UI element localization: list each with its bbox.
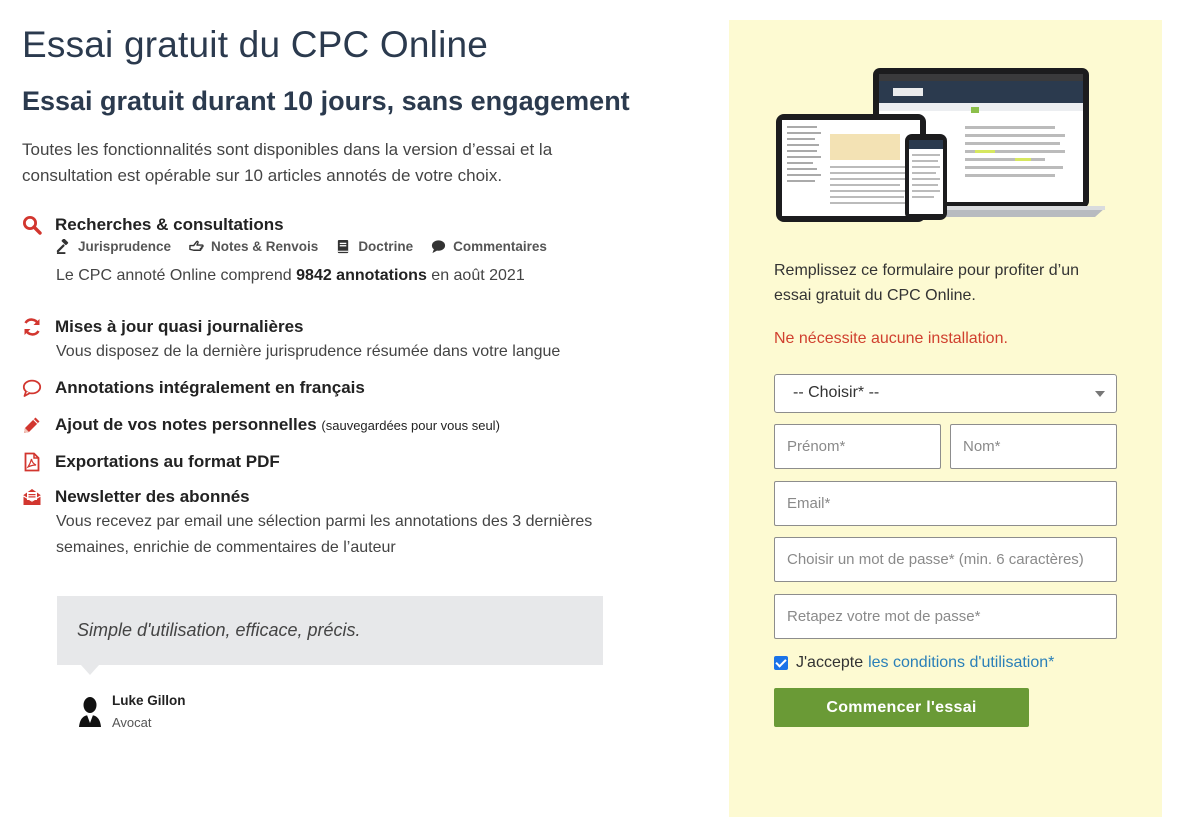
page-title: Essai gratuit du CPC Online [22,24,489,65]
speech-bubble-icon [22,378,44,400]
tag-commentaires [431,239,547,254]
newsletter-icon [22,487,44,509]
feature-title-text: Ajout de vos notes personnelles [55,415,317,434]
feature-desc [56,263,636,289]
feature-french [22,378,682,402]
feature-updates [22,317,682,367]
terms-row [774,654,1054,672]
feature-desc: Vous disposez de la dernière jurisprudence résumée dans votre langue [56,343,561,360]
hand-pointing-icon [189,239,204,254]
devices-illustration [775,66,1119,226]
firstname-input[interactable] [774,424,941,469]
intro-text: Toutes les fonctionnalités sont disponibles dans la version d’essai et la consultation est opérable sur 10 articles annotés de votre choix. [22,140,553,185]
quote-text: Simple d'utilisation, efficace, précis. [77,620,361,640]
form-intro: Remplissez ce formulaire pour profiter d’un essai gratuit du CPC Online. [774,262,1080,304]
terms-link[interactable]: les conditions d'utilisation* [868,654,1055,671]
no-install-notice: Ne nécessite aucune installation. [774,330,1008,347]
pdf-file-icon [22,452,44,474]
content-tags [56,239,547,254]
annotation-count: 9842 annotations [296,267,427,284]
password-input[interactable] [774,537,1117,582]
feature-title-note: (sauvegardées pour vous seul) [321,418,500,433]
author-name: Luke Gillon [112,693,186,708]
feature-pdf-export [22,452,682,476]
tag-jurisprudence [56,239,171,254]
book-icon [336,239,351,254]
feature-title [55,415,500,435]
feature-title: Exportations au format PDF [55,452,280,471]
testimonial-quote [57,596,603,665]
civility-select[interactable] [774,374,1117,413]
signup-panel [729,20,1162,817]
tag-label: Commentaires [453,239,547,254]
email-input[interactable] [774,481,1117,526]
accept-label: J'accepte [796,654,864,671]
author-avatar-icon [78,696,102,728]
terms-checkbox[interactable] [774,656,788,670]
feature-newsletter [22,487,682,563]
comment-icon [431,239,446,254]
caret-down-icon [1095,391,1105,397]
quote-tail [81,665,99,675]
select-value: -- Choisir* -- [793,384,880,401]
tag-label: Notes & Renvois [211,239,319,254]
desc-suffix: en août 2021 [426,267,525,284]
page-subtitle: Essai gratuit durant 10 jours, sans engagement [22,86,630,116]
feature-search [22,215,682,295]
feature-personal-notes [22,415,682,439]
gavel-icon [56,239,71,254]
tag-doctrine [336,239,413,254]
tag-notes-renvois [189,239,318,254]
password-confirm-input[interactable] [774,594,1117,639]
lastname-input[interactable] [950,424,1117,469]
feature-desc: Vous recevez par email une sélection parmi les annotations des 3 dernières semaines, enrichie de commentaires de l’auteur [56,513,593,556]
tag-label: Jurisprudence [78,239,172,254]
desc-prefix: Le CPC annoté Online comprend [56,267,297,284]
feature-title: Newsletter des abonnés [55,487,250,506]
refresh-icon [22,317,44,339]
search-icon [22,215,44,237]
author-role: Avocat [112,715,152,730]
start-trial-button[interactable]: Commencer l'essai [774,688,1029,727]
feature-title: Annotations intégralement en français [55,378,365,397]
tag-label: Doctrine [358,239,414,254]
pencil-icon [22,415,44,437]
feature-title: Mises à jour quasi journalières [55,317,304,336]
feature-title: Recherches & consultations [55,215,284,234]
